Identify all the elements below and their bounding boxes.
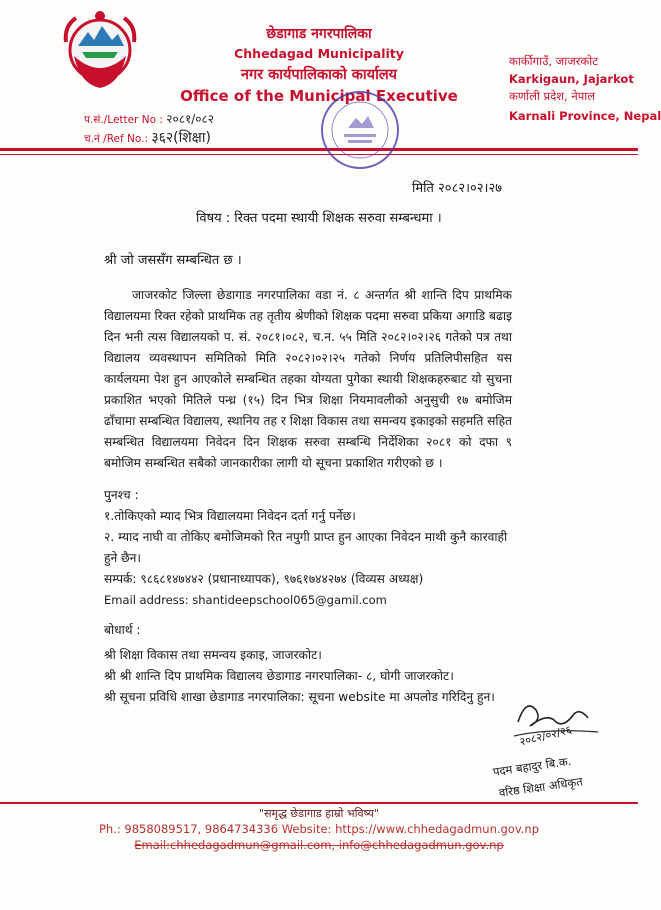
email-line: Email address: shantideepschool065@gamil.com: [104, 593, 387, 607]
ref-number-value: ३६२(शिक्षा): [151, 130, 211, 146]
footer-slogan: "समृद्ध छेडागाड हाम्रो भविष्य": [259, 807, 379, 820]
footnote-section: [104, 485, 554, 611]
cc-item: श्री सूचना प्रविधि शाखा छेडागाड नगरपालिका: सूचना website मा अपलोड गरिदिनु हुन।: [104, 690, 495, 704]
ref-number-label: च.नं /Ref No.:: [84, 133, 148, 145]
signature-date: २०८२/०२/२६: [518, 723, 573, 749]
footer-email: Email:chhedagadmun@gmail.com, info@chhedagadmun.gov.np: [134, 838, 504, 852]
contact-line: सम्पर्क: ९८६८१४७४४२ (प्रधानाध्यापक), ९७६१७४४२७४ (विव्यस अध्यक्ष): [104, 572, 424, 586]
footer-contact: Ph.: 9858089517, 9864734336 Website: https://www.chhedagadmun.gov.np: [98, 822, 539, 836]
cc-item: श्री श्री शान्ति दिप प्राथमिक विद्यालय छेडागाड नगरपालिका- ८, घोगी जाजरकोट।: [104, 669, 454, 683]
footnote-item: २. म्याद नाघी वा तोकिए बमोजिमको रित नपुगी प्राप्त हुन आएका निवेदन माथी कुनै कारवाही हुने छैन।: [104, 530, 508, 565]
cc-heading: बोधार्थ :: [104, 623, 141, 637]
municipality-name-en: Chhedagad Municipality: [234, 46, 404, 61]
signatory-title: वरिष्ठ शिक्षा अधिकृत: [498, 774, 584, 800]
letter-number: [84, 110, 214, 127]
letter-date: मिति २०८२।०२।२७: [412, 181, 502, 196]
office-name-en: Office of the Municipal Executive: [180, 87, 458, 105]
signatory-name: पदम बहादुर बि.क.: [492, 754, 573, 779]
letter-number-value: २०८१/०८२: [166, 112, 214, 126]
office-name-np: नगर कार्यपालिकाको कार्यालय: [240, 67, 398, 83]
address-np: कार्कीगाउँ, जाजरकोट: [509, 54, 599, 68]
footnote-item: १.तोकिएको म्याद भित्र विद्यालयमा निवेदन दर्ता गर्नु पर्नेछ।: [104, 509, 356, 523]
municipality-name-np: छेडागाड नगरपालिका: [266, 26, 372, 42]
cc-item: श्री शिक्षा विकास तथा समन्वय इकाइ, जाजरकोट।: [104, 648, 322, 662]
cc-section: [104, 620, 554, 708]
letter-body: जाजरकोट जिल्ला छेडागाड नगरपालिका वडा नं. ८ अन्तर्गत श्री शान्ति दिप प्राथमिक विद्यालयमा रिक्त रहेको प्राथमिक तह तृतीय श्रेणीको शिक्षक पदमा सरुवा प्रकिया अगाडि बढाइ दिन भनी त्यस विद्यालयको प. सं. २०८१।०८२, च.न. ५५ मिति २०८२।०२।२६ गतेको पत्र तथा विद्यालय व्यवस्थापन समितिको मिति २०८२।०२।२५ गतेको निर्णय प्रतिलिपीसहित यस कार्यलयमा पेश हुन आएकोले सम्बन्धित तहका योग्यता पुगेका स्थायी शिक्षकहरुबाट यो सुचना प्रकाशित भएको मितिले पन्ध्र (१५) दिन भित्र शिक्षा नियमावलीको अनुसुची १७ बमोजिम ढाँचामा सम्बन्धित विद्यालय, स्थानिय तह र शिक्षा विकास तथा समन्वय इकाइको सहमति सहित सम्बन्धित विद्यालयमा निवेदन दिन शिक्षक सरुवा सम्बन्धि निर्देशिका २०८१ को दफा ९ बमोजिम सम्बन्धित सबैको जानकारीका लागी यो सूचना प्रकाशित गरीएको छ ।: [104, 288, 512, 470]
address-en: Karkigaun, Jajarkot: [509, 72, 634, 86]
footer-divider: [0, 802, 638, 804]
province-en: Karnali Province, Nepal: [509, 109, 661, 123]
letter-salutation: श्री जो जससँग सम्बन्धित छ ।: [104, 253, 242, 268]
footnote-heading: पुनश्च :: [104, 488, 139, 502]
ref-number: [84, 128, 211, 147]
letter-subject: विषय : रिक्त पदमा स्थायी शिक्षक सरुवा सम्बन्धमा ।: [196, 211, 442, 226]
office-seal-stamp: [318, 88, 402, 172]
province-np: कर्णाली प्रदेश, नेपाल: [509, 89, 596, 103]
letter-number-label: प.सं./Letter No :: [84, 114, 163, 126]
